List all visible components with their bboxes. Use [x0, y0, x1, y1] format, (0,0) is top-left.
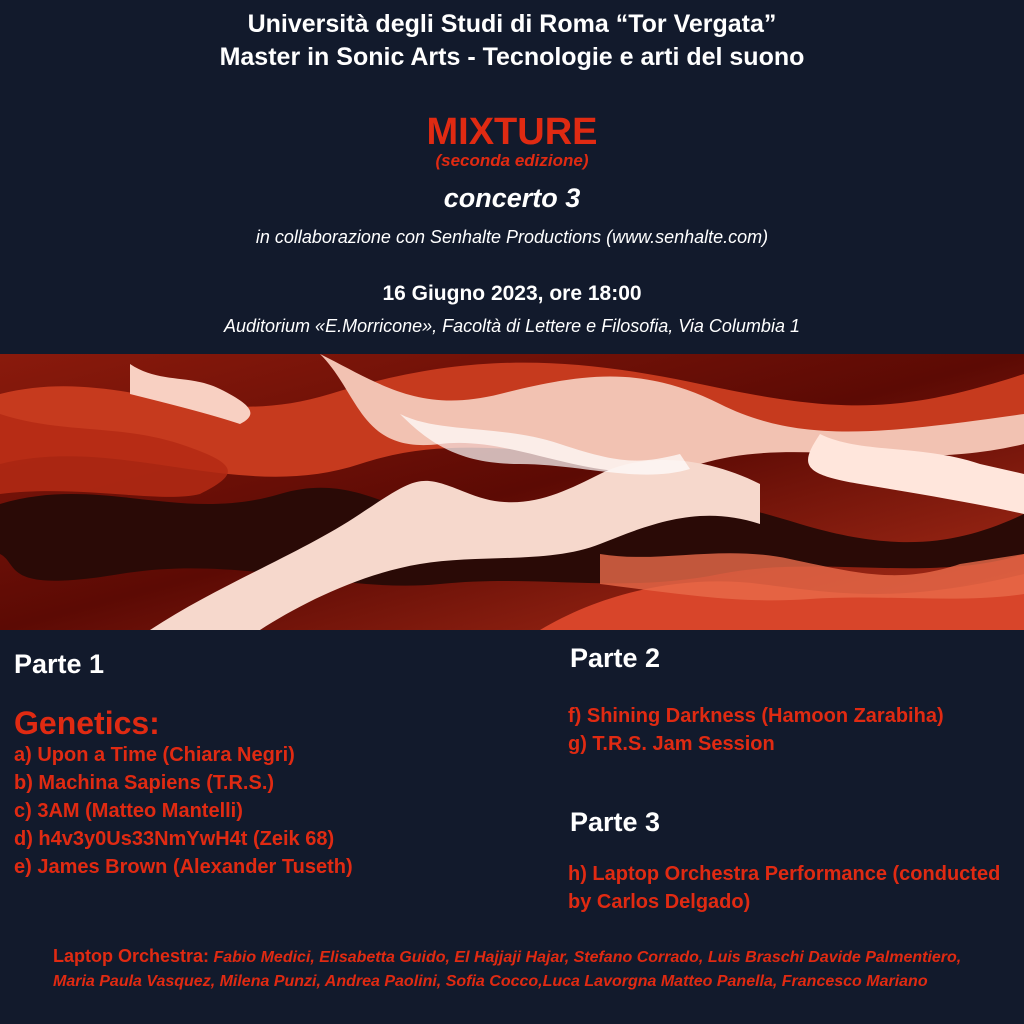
- orchestra-members: Fabio Medici, Elisabetta Guido, El Hajjaji Hajar, Stefano Corrado, Luis Braschi Davide Palmentiero, Maria Paula Vasquez, Milena Punzi, Andrea Paolini, Sofia Cocco,Luca Lavorgna Matteo Panella, Francesco Mariano: [53, 949, 962, 990]
- track-item: a) Upon a Time (Chiara Negri): [14, 744, 295, 766]
- part1-track-list: [14, 741, 353, 881]
- track-item: c) 3AM (Matteo Mantelli): [14, 800, 243, 822]
- part2-track-list: [568, 702, 944, 758]
- event-title: MIXTURE: [426, 111, 598, 153]
- part3-performance: h) Laptop Orchestra Performance (conducted by Carlos Delgado): [568, 863, 1001, 913]
- orchestra-label: Laptop Orchestra:: [53, 946, 210, 966]
- genetics-title: Genetics:: [14, 705, 160, 741]
- event-venue: Auditorium «E.Morricone», Facoltà di Lettere e Filosofia, Via Columbia 1: [224, 316, 800, 336]
- master-name: Master in Sonic Arts - Tecnologie e arti del suono: [219, 43, 805, 71]
- track-item: f) Shining Darkness (Hamoon Zarabiha): [568, 705, 944, 727]
- track-item: b) Machina Sapiens (T.R.S.): [14, 772, 275, 794]
- event-edition: (seconda edizione): [435, 151, 589, 170]
- part3-heading: Parte 3: [570, 807, 661, 837]
- orchestra-credits: [53, 944, 1003, 994]
- track-item: d) h4v3y0Us33NmYwH4t (Zeik 68): [14, 828, 335, 850]
- concert-number: concerto 3: [443, 183, 581, 213]
- marbled-banner-image: [0, 354, 1024, 630]
- header: [0, 8, 1024, 74]
- university-name: Università degli Studi di Roma “Tor Vergata”: [247, 10, 777, 38]
- collaboration-note: in collaborazione con Senhalte Productions (www.senhalte.com): [255, 227, 769, 247]
- track-item: g) T.R.S. Jam Session: [568, 733, 775, 755]
- track-item: e) James Brown (Alexander Tuseth): [14, 856, 353, 878]
- part1-heading: Parte 1: [14, 649, 105, 679]
- part2-heading: Parte 2: [570, 643, 661, 673]
- event-date: 16 Giugno 2023, ore 18:00: [382, 282, 642, 305]
